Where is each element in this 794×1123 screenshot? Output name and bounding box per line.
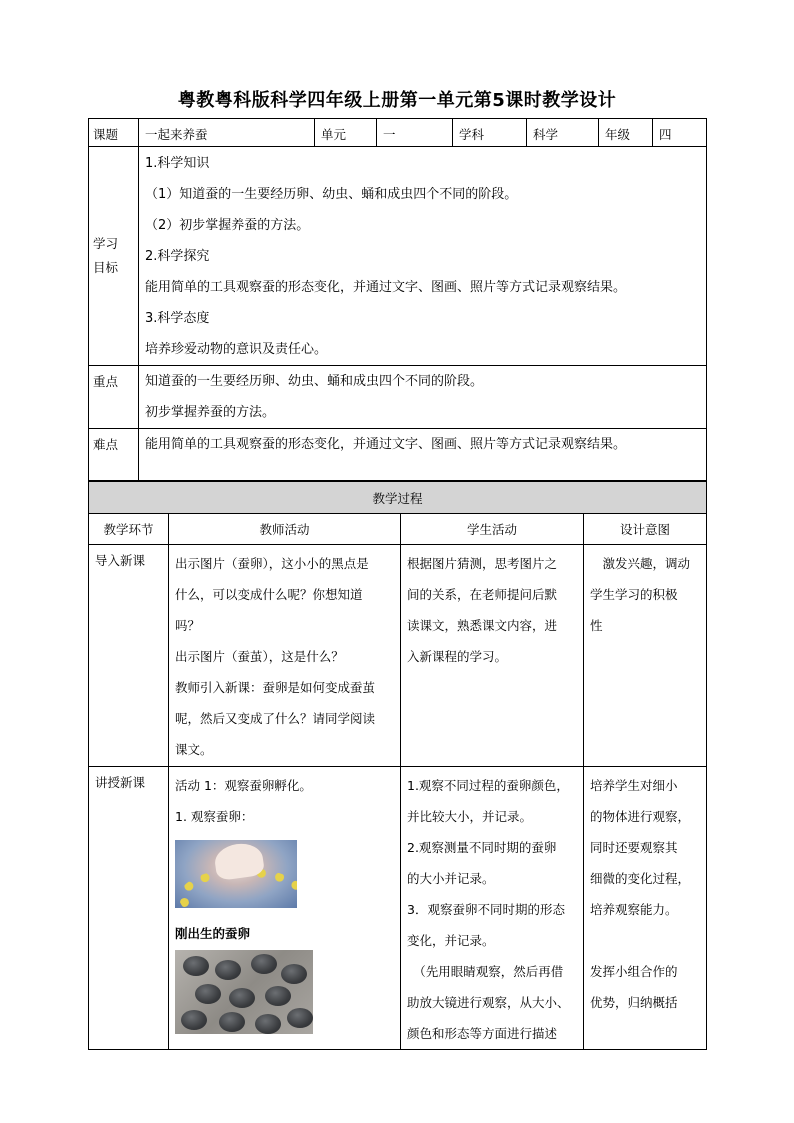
topic-value: 一起来养蚕	[139, 119, 315, 147]
photo-caption: 刚出生的蚕卵	[175, 926, 251, 941]
column-header: 教学环节	[89, 514, 169, 545]
subject-label: 学科	[453, 119, 527, 147]
goal-line: 培养珍爱动物的意识及责任心。	[145, 342, 328, 357]
process-header: 教学过程	[89, 482, 707, 514]
student-line: 的大小并记录。	[407, 871, 495, 886]
topic-label: 课题	[89, 119, 139, 147]
intent-line: 同时还要观察其	[590, 840, 678, 855]
design-intent	[584, 545, 707, 767]
intent-line: 培养学生对细小	[590, 778, 678, 793]
difficulty-label: 难点	[89, 429, 139, 481]
silkworm-egg	[195, 984, 221, 1004]
key-label: 重点	[89, 366, 139, 429]
teacher-line: 教师引入新课：蚕卵是如何变成蚕茧	[175, 680, 376, 695]
teacher-line: 出示图片（蚕卵），这小小的黑点是	[175, 556, 369, 571]
teacher-line: 呢，然后又变成了什么？请同学阅读	[175, 711, 376, 726]
teacher-line: 吗？	[175, 618, 201, 633]
teaching-process-table	[88, 481, 707, 1050]
goals-label-line: 目标	[93, 260, 119, 275]
intent-line: 学生学习的积极	[590, 587, 678, 602]
goals-label-line: 学习	[93, 236, 119, 251]
teacher-line: 活动 1：观察蚕卵孵化。	[175, 778, 312, 793]
page-title: 粤教粤科版科学四年级上册第一单元第5课时教学设计	[177, 90, 617, 111]
student-line: 根据图片猜测，思考图片之	[407, 556, 558, 571]
goal-line: （1）知道蚕的一生要经历卵、幼虫、蛹和成虫四个不同的阶段。	[145, 187, 518, 202]
teacher-line: 出示图片（蚕茧），这是什么？	[175, 649, 344, 664]
goals-content	[139, 147, 707, 366]
key-points	[139, 366, 707, 429]
student-activity	[401, 767, 584, 1050]
intent-line: 优势，归纳概括	[590, 995, 678, 1010]
student-line: 读课文，熟悉课文内容，进	[407, 618, 558, 633]
student-line: 入新课程的学习。	[407, 649, 508, 664]
silkworm-egg	[287, 1008, 313, 1028]
key-point-line: 初步掌握养蚕的方法。	[145, 405, 276, 420]
goal-line: 2.科学探究	[145, 249, 210, 264]
key-point-line: 知道蚕的一生要经历卵、幼虫、蛹和成虫四个不同的阶段。	[145, 374, 484, 389]
teacher-activity	[169, 545, 401, 767]
silkworm-egg	[215, 960, 241, 980]
difficulty-content	[139, 429, 707, 481]
column-header: 学生活动	[401, 514, 584, 545]
silkworm-egg	[183, 956, 209, 976]
silkworm-egg	[281, 964, 307, 984]
intent-line	[584, 925, 706, 956]
subject-value: 科学	[527, 119, 599, 147]
intent-line: 细微的变化过程，	[590, 871, 691, 886]
teacher-activity	[169, 767, 401, 1050]
goal-line: 3.科学态度	[145, 311, 210, 326]
student-line: 2.观察测量不同时期的蚕卵	[407, 840, 557, 855]
grade-label: 年级	[599, 119, 653, 147]
lesson-info-table	[88, 118, 707, 481]
intent-line: 性	[590, 618, 603, 633]
student-line: 颜色和形态等方面进行描述	[407, 1026, 558, 1041]
intent-line: 激发兴趣，调动	[602, 556, 691, 571]
teacher-line: 课文。	[175, 742, 213, 757]
student-line: 并比较大小，并记录。	[407, 809, 533, 824]
goal-line: （2）初步掌握养蚕的方法。	[145, 218, 310, 233]
goal-line: 能用简单的工具观察蚕的形态变化，并通过文字、图画、照片等方式记录观察结果。	[145, 280, 627, 295]
student-activity	[401, 545, 584, 767]
student-line: （先用眼睛观察，然后再借	[413, 964, 564, 979]
design-intent	[584, 767, 707, 1050]
table-row	[89, 545, 707, 767]
unit-value: 一	[377, 119, 453, 147]
silkworm-egg	[229, 988, 255, 1008]
difficulty-line: 能用简单的工具观察蚕的形态变化，并通过文字、图画、照片等方式记录观察结果。	[145, 437, 627, 452]
silkworm-egg	[251, 954, 277, 974]
table-row	[89, 767, 707, 1050]
student-line: 1.观察不同过程的蚕卵颜色，	[407, 778, 569, 793]
student-line: 变化，并记录。	[407, 933, 495, 948]
unit-label: 单元	[315, 119, 377, 147]
eggs-closeup-photo	[175, 950, 313, 1034]
silkworm-egg	[181, 1010, 207, 1030]
stage-cell: 导入新课	[89, 545, 169, 767]
intent-line: 的物体进行观察，	[590, 809, 691, 824]
column-header: 教师活动	[169, 514, 401, 545]
intent-line: 培养观察能力。	[590, 902, 678, 917]
silkworm-egg	[265, 986, 291, 1006]
goals-label	[89, 147, 139, 366]
grade-value: 四	[653, 119, 707, 147]
student-line: 助放大镜进行观察，从大小、	[407, 995, 570, 1010]
stage-cell: 讲授新课	[89, 767, 169, 1050]
student-line: 3．观察蚕卵不同时期的形态	[407, 902, 565, 917]
silkworm-egg	[219, 1012, 245, 1032]
newborn-eggs-photo	[175, 840, 297, 908]
student-line: 间的关系，在老师提问后默	[407, 587, 558, 602]
teacher-line: 1. 观察蚕卵：	[175, 809, 254, 824]
goal-line: 1.科学知识	[145, 156, 210, 171]
teacher-line: 什么，可以变成什么呢？你想知道	[175, 587, 363, 602]
silkworm-egg	[255, 1014, 281, 1034]
column-header: 设计意图	[584, 514, 707, 545]
intent-line: 发挥小组合作的	[590, 964, 678, 979]
